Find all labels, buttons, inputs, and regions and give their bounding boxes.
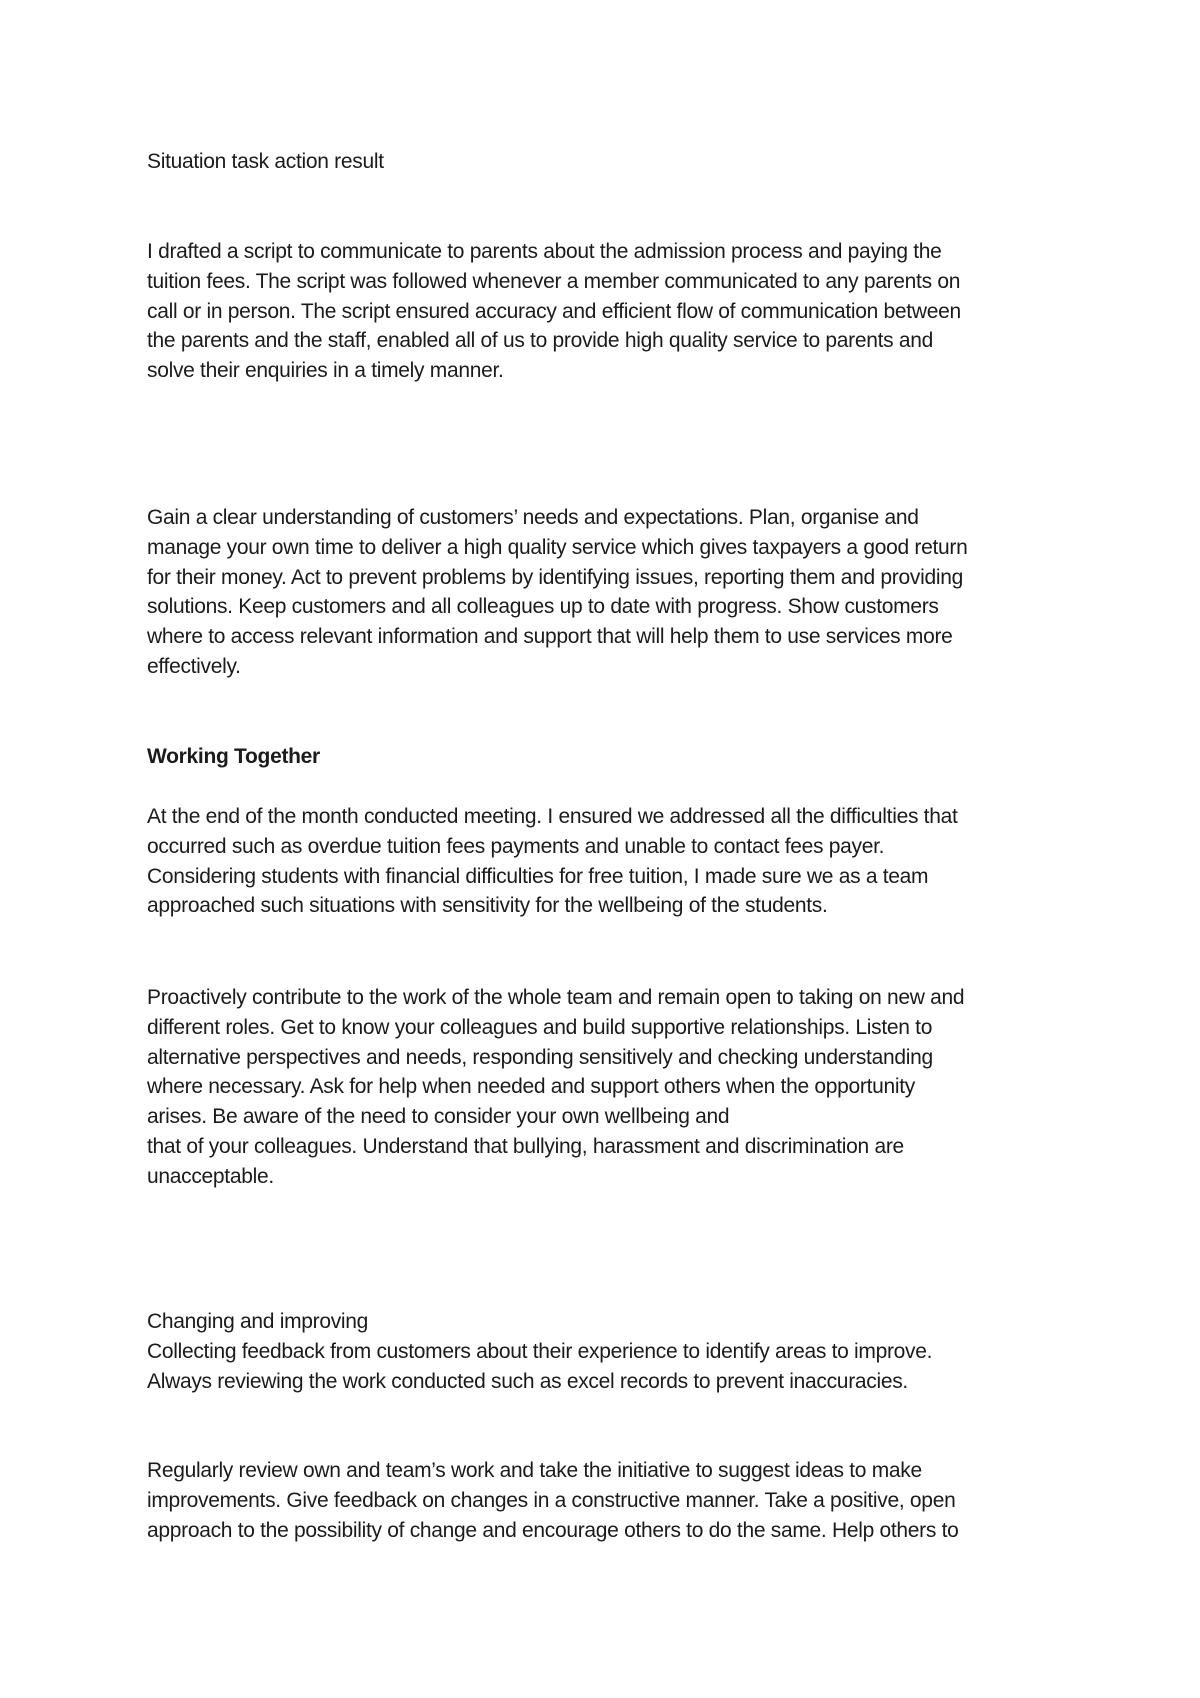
paragraph-line: improvements. Give feedback on changes in a constructive manner. Take a positive, open bbox=[147, 1488, 956, 1512]
heading-working-together-text: Working Together bbox=[147, 745, 320, 768]
section-changing bbox=[147, 1307, 1087, 1396]
paragraph-line: where necessary. Ask for help when needed and support others when the opportunity bbox=[147, 1075, 915, 1099]
paragraph-line: that of your colleagues. Understand that bullying, harassment and discrimination are bbox=[147, 1134, 904, 1158]
paragraph-line: different roles. Get to know your colleagues and build supportive relationships. Listen to bbox=[147, 1015, 933, 1039]
paragraph-line: Considering students with financial difficulties for free tuition, I made sure we as a team bbox=[147, 864, 929, 888]
paragraph-line: Always reviewing the work conducted such as excel records to prevent inaccuracies. bbox=[147, 1369, 908, 1393]
paragraph-line: where to access relevant information and support that will help them to use services more bbox=[147, 625, 953, 649]
paragraph-script bbox=[147, 237, 1087, 386]
paragraph-line: manage your own time to deliver a high quality service which gives taxpayers a good return bbox=[147, 535, 968, 559]
heading-star bbox=[147, 147, 1087, 177]
paragraph-line: occurred such as overdue tuition fees payments and unable to contact fees payer. bbox=[147, 834, 885, 858]
paragraph-line: Proactively contribute to the work of the whole team and remain open to taking on new and bbox=[147, 986, 965, 1009]
paragraph-line: approached such situations with sensitivity for the wellbeing of the students. bbox=[147, 894, 828, 918]
paragraph-team bbox=[147, 983, 1087, 1192]
paragraph-line: unacceptable. bbox=[147, 1164, 274, 1188]
paragraph-line: call or in person. The script ensured accuracy and efficient flow of communication between bbox=[147, 299, 961, 323]
paragraph-review bbox=[147, 1456, 1087, 1545]
paragraph-line: solve their enquiries in a timely manner. bbox=[147, 359, 504, 383]
paragraph-line: I drafted a script to communicate to parents about the admission process and paying the bbox=[147, 240, 942, 263]
heading-working-together bbox=[147, 742, 1087, 772]
paragraph-line: solutions. Keep customers and all colleagues up to date with progress. Show customers bbox=[147, 595, 939, 619]
paragraph-line: the parents and the staff, enabled all of us to provide high quality service to parents and bbox=[147, 329, 934, 353]
paragraph-line: tuition fees. The script was followed whenever a member communicated to any parents on bbox=[147, 269, 961, 293]
heading-changing-text: Changing and improving bbox=[147, 1310, 369, 1333]
paragraph-customers bbox=[147, 503, 1087, 682]
paragraph-meeting bbox=[147, 802, 1087, 921]
paragraph-line: Collecting feedback from customers about their experience to identify areas to improve. bbox=[147, 1339, 933, 1363]
paragraph-line: At the end of the month conducted meeting. I ensured we addressed all the difficulties that bbox=[147, 805, 958, 828]
paragraph-line: effectively. bbox=[147, 654, 241, 678]
paragraph-line: approach to the possibility of change and encourage others to do the same. Help others to bbox=[147, 1518, 959, 1542]
paragraph-line: Regularly review own and team’s work and take the initiative to suggest ideas to make bbox=[147, 1459, 922, 1482]
paragraph-line: arises. Be aware of the need to consider your own wellbeing and bbox=[147, 1105, 730, 1129]
paragraph-line: Gain a clear understanding of customers’ needs and expectations. Plan, organise and bbox=[147, 506, 919, 529]
paragraph-line: alternative perspectives and needs, responding sensitively and checking understanding bbox=[147, 1045, 933, 1069]
heading-star-text: Situation task action result bbox=[147, 150, 384, 173]
paragraph-line: for their money. Act to prevent problems by identifying issues, reporting them and providing bbox=[147, 565, 963, 589]
